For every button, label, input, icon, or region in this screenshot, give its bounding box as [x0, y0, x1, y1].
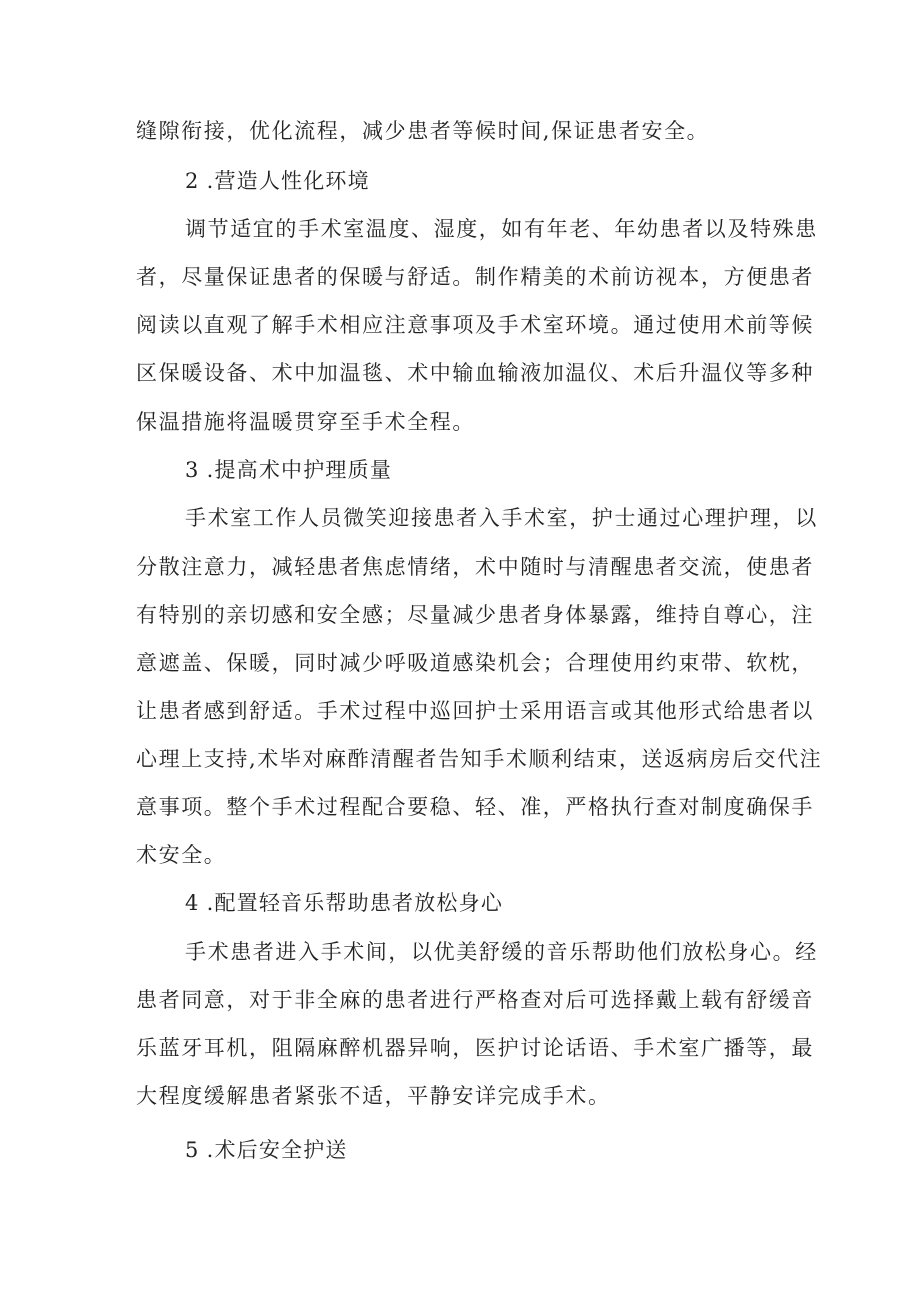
paragraph-line: 手术室工作人员微笑迎接患者入手术室，护士通过心理护理，以 — [185, 506, 818, 530]
paragraph-line: 患者同意，对于非全麻的患者进行严格查对后可选择戴上载有舒缓音 — [136, 988, 814, 1012]
section-heading — [185, 166, 920, 196]
paragraph-line: 有特别的亲切感和安全感；尽量减少患者身体暴露，维持自尊心，注 — [136, 603, 814, 627]
section-heading — [185, 888, 920, 918]
paragraph-line: 术安全。 — [136, 843, 227, 867]
paragraph-line: 乐蓝牙耳机，阻隔麻醉机器异响，医护讨论话语、手术室广播等，最 — [136, 1036, 814, 1060]
paragraph-line: 意事项。整个手术过程配合要稳、轻、准，严格执行查对制度确保手 — [136, 795, 814, 819]
section-title: .营造人性化环境 — [206, 169, 370, 193]
paragraph-line: 让患者感到舒适。手术过程中巡回护士采用语言或其他形式给患者以 — [136, 699, 814, 723]
paragraph-line: 手术患者进入手术间，以优美舒缓的音乐帮助他们放松身心。经 — [185, 940, 818, 964]
section-number: 5 — [185, 1138, 200, 1162]
section-title: .配置轻音乐帮助患者放松身心 — [206, 891, 504, 915]
paragraph-line: 保温措施将温暖贯穿至手术全程。 — [136, 410, 475, 434]
section-number: 3 — [185, 458, 200, 482]
section-number: 4 — [185, 891, 200, 915]
section-title: .术后安全护送 — [206, 1138, 348, 1162]
paragraph-line: 调节适宜的手术室温度、湿度，如有年老、年幼患者以及特殊患 — [185, 217, 818, 241]
section-heading — [185, 455, 920, 485]
paragraph-line: 缝隙衔接，优化流程，减少患者等候时间,保证患者安全。 — [136, 119, 710, 143]
section-title: .提高术中护理质量 — [206, 458, 393, 482]
paragraph-line: 心理上支持,术毕对麻酢清醒者告知手术顺利结束，送返病房后交代注 — [136, 747, 823, 771]
paragraph-line: 区保暖设备、术中加温毯、术中输血输液加温仪、术后升温仪等多种 — [136, 361, 814, 385]
paragraph-line: 意遮盖、保暖，同时减少呼吸道感染机会；合理使用约束带、软枕， — [136, 651, 814, 675]
paragraph-line: 者，尽量保证患者的保暖与舒适。制作精美的术前访视本，方便患者 — [136, 265, 814, 289]
section-heading — [185, 1135, 920, 1165]
paragraph-line: 大程度缓解患者紧张不适，平静安详完成手术。 — [136, 1084, 611, 1108]
section-number: 2 — [185, 169, 200, 193]
paragraph-line: 分散注意力，减轻患者焦虑情绪，术中随时与清醒患者交流，使患者 — [136, 555, 814, 579]
paragraph-line: 阅读以直观了解手术相应注意事项及手术室环境。通过使用术前等候 — [136, 313, 814, 337]
